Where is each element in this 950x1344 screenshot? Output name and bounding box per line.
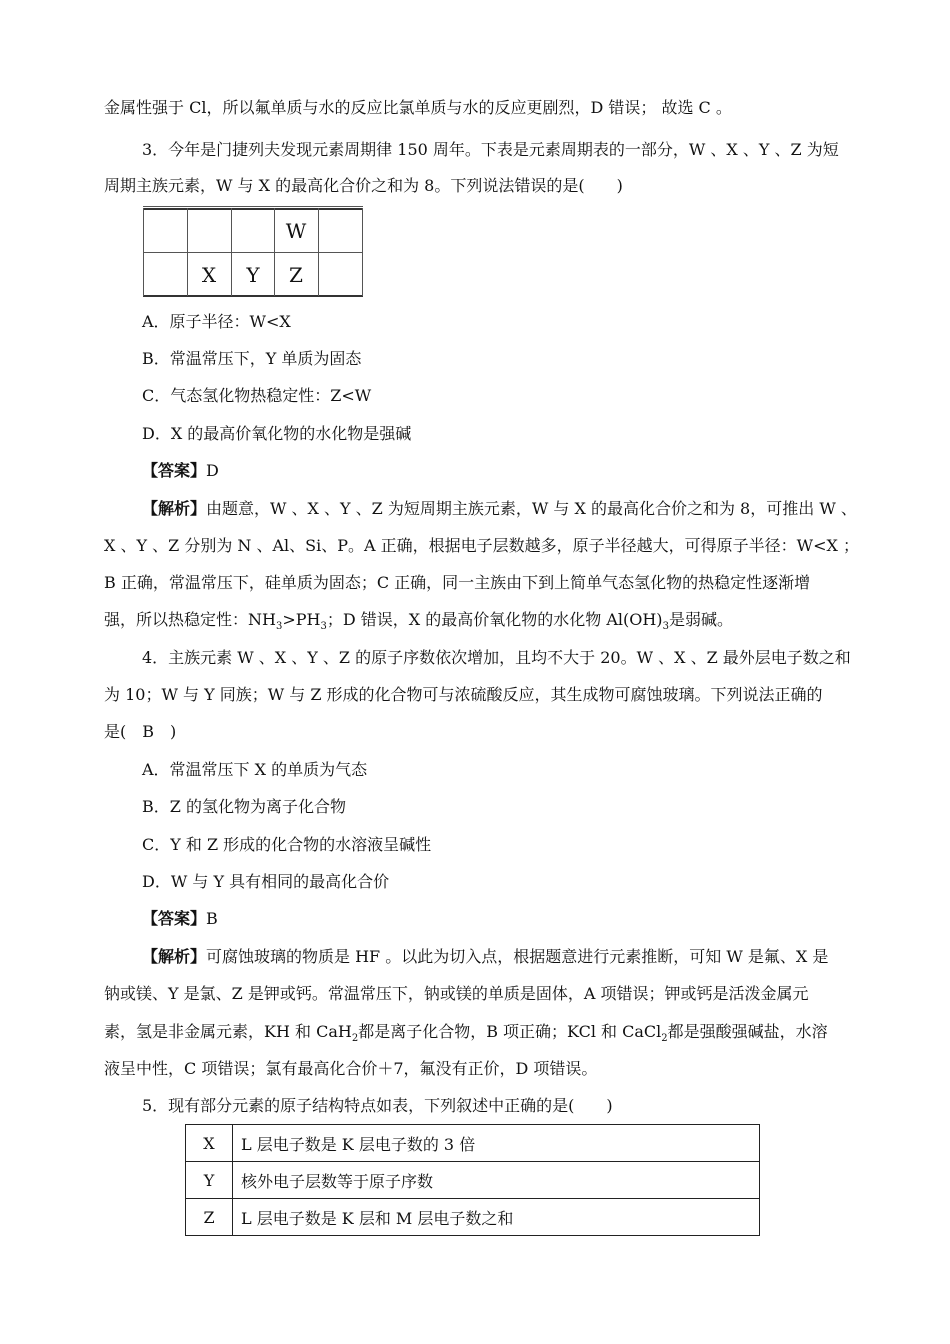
option-a: A．常温常压下 X 的单质为气态 <box>142 760 368 779</box>
periodic-cell-z: Z <box>289 263 303 287</box>
text-segment: 强，所以热稳定性：NH <box>104 610 276 629</box>
explanation-4-line-2: 钠或镁、Y 是氯、Z 是钾或钙。常温常压下，钠或镁的单质是固体，A 项错误；钾或钙是活泼金属元 <box>104 984 809 1003</box>
table-cell-key: Y <box>186 1162 233 1199</box>
explanation-tag: 【解析】 <box>142 947 207 966</box>
option-b: B．常温常压下，Y 单质为固态 <box>142 349 362 368</box>
explanation-3-line-1 <box>142 499 882 519</box>
explanation-4-line-4: 液呈中性，C 项错误；氯有最高化合价＋7，氟没有正价，D 项错误。 <box>104 1059 598 1078</box>
text-segment: 都是离子化合物，B 项正确；KCl 和 CaCl <box>358 1022 662 1041</box>
table-cell-key: X <box>186 1125 233 1162</box>
explanation-4-line-1 <box>142 947 882 967</box>
text-line: 金属性强于 Cl，所以氟单质与水的反应比氯单质与水的反应更剧烈，D 错误； 故选 C 。 <box>104 98 732 117</box>
option-b: B．Z 的氢化物为离子化合物 <box>142 797 346 816</box>
table-cell-desc: L 层电子数是 K 层和 M 层电子数之和 <box>233 1199 760 1236</box>
answer-3 <box>142 461 882 481</box>
subscript: 3 <box>320 621 327 632</box>
answer-4 <box>142 909 882 929</box>
explanation-tag: 【解析】 <box>142 499 207 518</box>
subscript: 2 <box>351 1033 359 1044</box>
text-segment: 都是强酸强碱盐，水溶 <box>667 1022 828 1041</box>
table-cell-desc: L 层电子数是 K 层电子数的 3 倍 <box>233 1125 760 1162</box>
text-segment: 是弱碱。 <box>668 610 733 629</box>
answer-tag: 【答案】 <box>142 461 207 480</box>
periodic-cell-y: Y <box>246 263 260 287</box>
subscript: 3 <box>662 621 669 632</box>
explanation-3-line-4 <box>104 610 844 630</box>
answer-tag: 【答案】 <box>142 909 207 928</box>
question-3-line-2: 周期主族元素，W 与 X 的最高化合价之和为 8。下列说法错误的是( ) <box>104 176 623 195</box>
periodic-cell-x: X <box>201 263 217 287</box>
answer-value: B <box>206 909 218 928</box>
option-d: D．W 与 Y 具有相同的最高化合价 <box>142 872 390 891</box>
text-segment: 素，氢是非金属元素，KH 和 CaH <box>104 1022 352 1041</box>
text-segment: ；D 错误，X 的最高价氧化物的水化物 Al(OH) <box>326 610 663 629</box>
question-5: 5．现有部分元素的原子结构特点如表，下列叙述中正确的是( ) <box>142 1096 613 1115</box>
option-c: C．气态氢化物热稳定性：Z<W <box>142 386 372 405</box>
option-c: C．Y 和 Z 形成的化合物的水溶液呈碱性 <box>142 835 432 854</box>
explanation-4-line-3 <box>104 1022 844 1042</box>
subscript: 2 <box>661 1033 668 1044</box>
subscript: 3 <box>275 621 283 632</box>
table-cell-desc: 核外电子层数等于原子序数 <box>233 1162 760 1199</box>
text-segment: >PH <box>282 610 321 629</box>
periodic-table-fragment <box>143 206 363 298</box>
table-row <box>186 1162 760 1199</box>
table-row <box>186 1125 760 1162</box>
question-4-line-2: 为 10；W 与 Y 同族；W 与 Z 形成的化合物可与浓硫酸反应，其生成物可腐蚀玻璃。下列说法正确的 <box>104 685 823 704</box>
option-a: A．原子半径：W<X <box>142 312 291 331</box>
question-3-line-1: 3．今年是门捷列夫发现元素周期律 150 周年。下表是元素周期表的一部分，W 、X 、Y 、Z 为短 <box>142 140 839 159</box>
element-table <box>185 1124 760 1236</box>
table-cell-key: Z <box>186 1199 233 1236</box>
explanation-text: 由题意，W 、X 、Y 、Z 为短周期主族元素，W 与 X 的最高化合价之和为 8，可推出 W 、 <box>206 499 857 518</box>
option-d: D．X 的最高价氧化物的水化物是强碱 <box>142 424 412 443</box>
explanation-3-line-3: B 正确，常温常压下，硅单质为固态；C 正确，同一主族由下到上简单气态氢化物的热稳定性逐渐增 <box>104 573 811 592</box>
explanation-text: 可腐蚀玻璃的物质是 HF 。以此为切入点，根据题意进行元素推断，可知 W 是氟、X 是 <box>206 947 829 966</box>
answer-value: D <box>206 461 219 480</box>
periodic-cell-w: W <box>285 219 307 243</box>
table-row <box>186 1199 760 1236</box>
explanation-3-line-2: X 、Y 、Z 分别为 N 、Al、Si、P。A 正确，根据电子层数越多，原子半径越大，可得原子半径：W<X ； <box>104 536 859 555</box>
question-4-line-1: 4．主族元素 W 、X 、Y 、Z 的原子序数依次增加，且均不大于 20。W 、X 、Z 最外层电子数之和 <box>142 648 851 667</box>
question-4-line-3: 是( B ) <box>104 722 177 741</box>
